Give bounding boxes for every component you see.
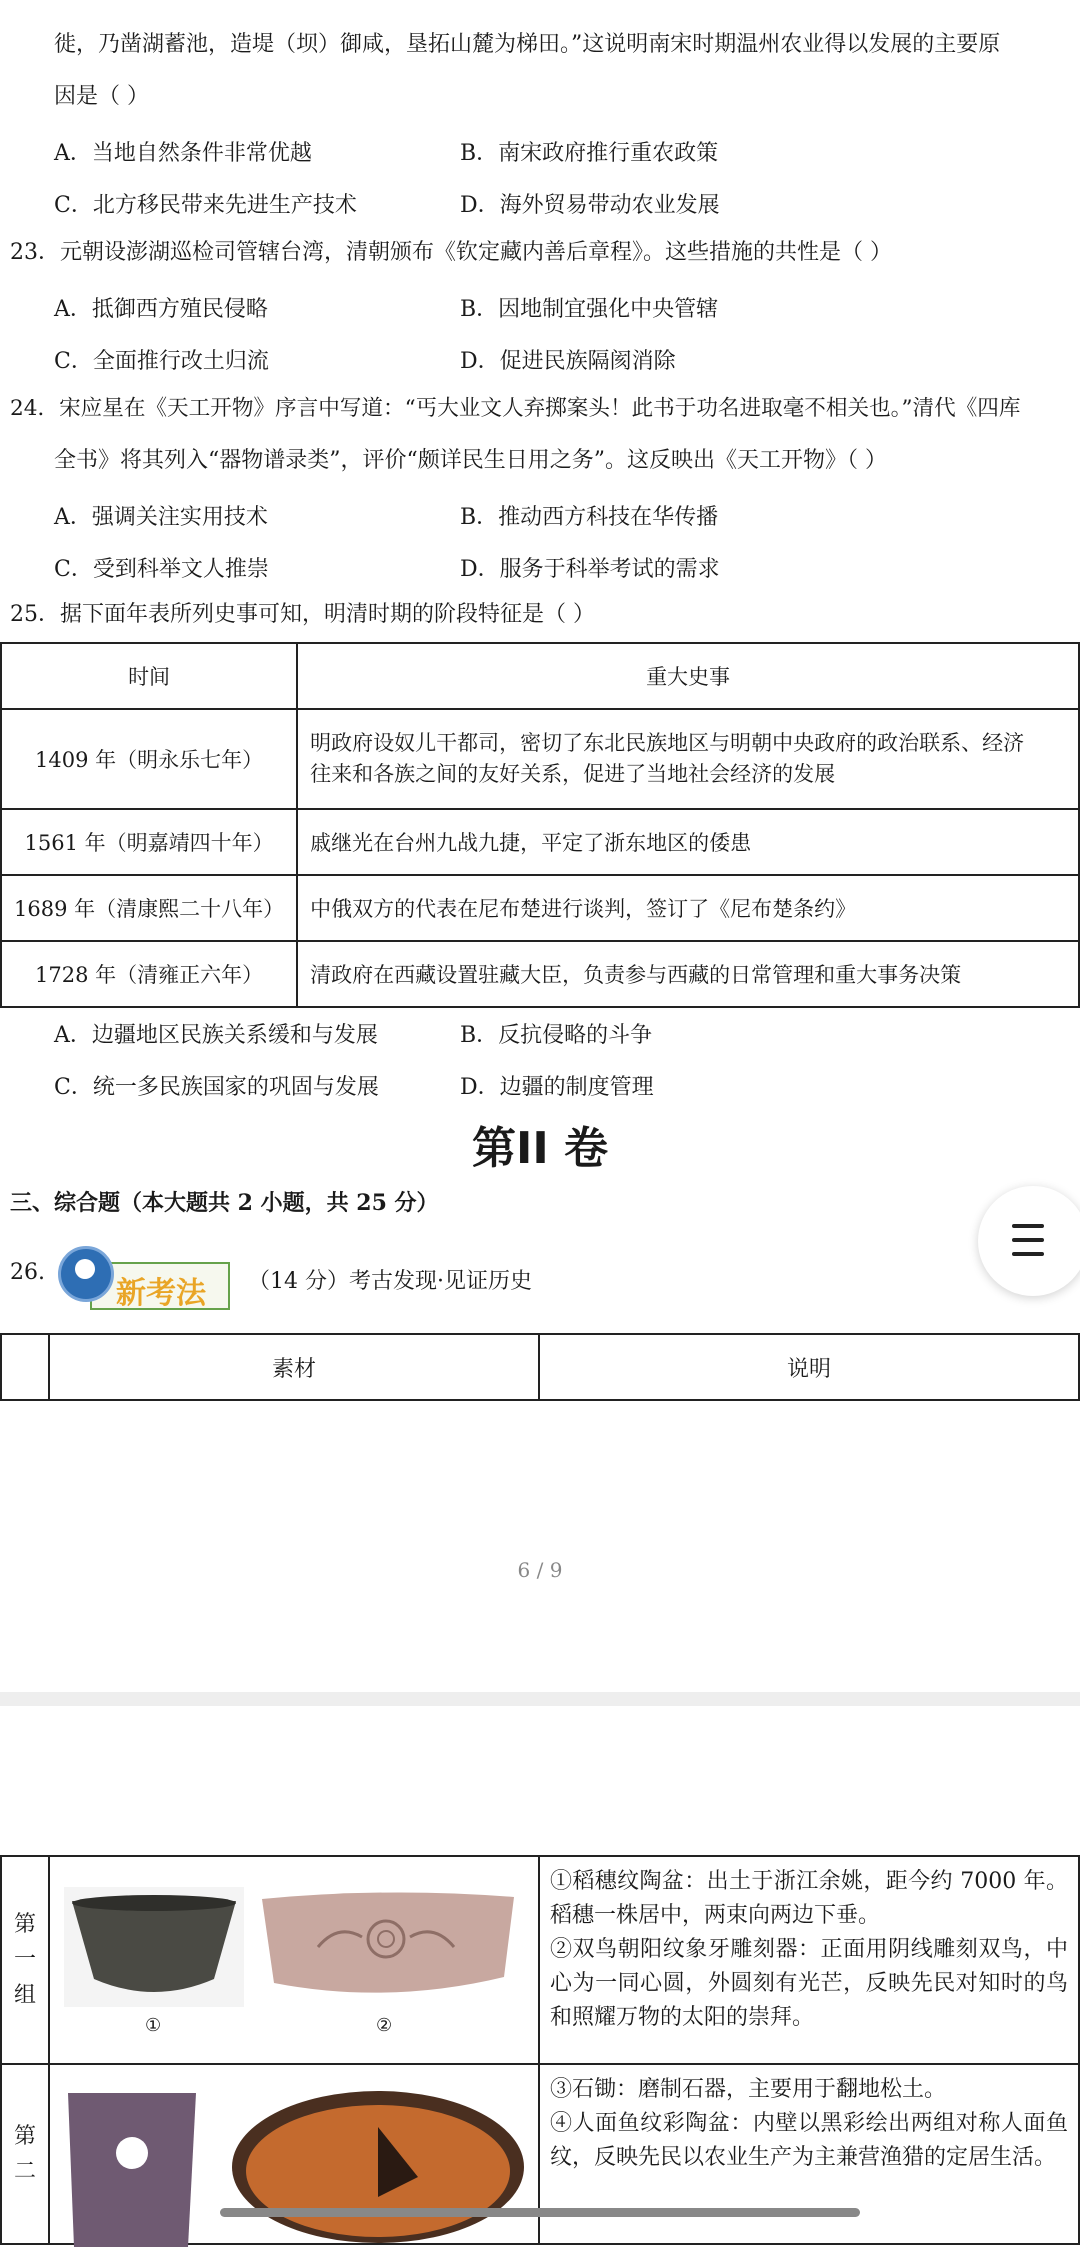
description-item: ④人面鱼纹彩陶盆：内壁以黑彩绘出两组对称人面鱼纹，反映先民以农业生产为主兼营渔猎的定居生活。 xyxy=(550,2111,1068,2171)
group-images xyxy=(49,1856,539,2064)
row-time: 1409 年（明永乐七年） xyxy=(1,709,297,809)
q26-title: （14 分）考古发现·见证历史 xyxy=(248,1269,532,1294)
q24-option-d[interactable]: D．服务于科举考试的需求 xyxy=(460,557,720,582)
q22-line2: 因是（ ） xyxy=(54,84,149,109)
pottery-bowl-image xyxy=(64,1887,244,2007)
row-time: 1561 年（明嘉靖四十年） xyxy=(1,809,297,875)
group-label-char: 第 xyxy=(13,1912,36,1938)
q24-option-a[interactable]: A．强调关注实用技术 xyxy=(54,505,268,530)
table-row xyxy=(1,941,1079,1007)
table-row xyxy=(1,809,1079,875)
group-label-char: 二 xyxy=(13,2159,36,2184)
group-row xyxy=(1,1856,1079,2064)
group-label xyxy=(1,1856,49,2064)
q23-option-d[interactable]: D．促进民族隔阂消除 xyxy=(460,349,676,374)
header-material: 素材 xyxy=(49,1334,539,1400)
new-exam-logo xyxy=(58,1246,230,1312)
q26-number: 26. xyxy=(10,1260,45,1285)
q22-option-b[interactable]: B．南宋政府推行重农政策 xyxy=(460,141,719,166)
group-images xyxy=(49,2064,539,2244)
table-row xyxy=(1,709,1079,809)
ivory-carving-image xyxy=(258,1887,520,2002)
logo-text: 新考法 xyxy=(116,1276,206,1311)
row-event: 中俄双方的代表在尼布楚进行谈判，签订了《尼布楚条约》 xyxy=(297,875,1079,941)
q25-option-c[interactable]: C．统一多民族国家的巩固与发展 xyxy=(54,1075,379,1100)
section-heading: 三、综合题（本大题共 2 小题，共 25 分） xyxy=(10,1190,439,1216)
group-description xyxy=(539,1856,1079,2064)
stone-hoe-image xyxy=(62,2087,202,2247)
chronology-table xyxy=(0,642,1080,1008)
artifact-groups-table xyxy=(0,1855,1080,2245)
q23-stem: 23．元朝设澎湖巡检司管辖台湾，清朝颁布《钦定藏内善后章程》。这些措施的共性是（ ） xyxy=(10,240,892,265)
logo-badge-icon xyxy=(58,1246,114,1302)
page-separator xyxy=(0,1692,1080,1706)
group-row xyxy=(1,2064,1079,2244)
q22-option-a[interactable]: A．当地自然条件非常优越 xyxy=(54,141,312,166)
row-event: 清政府在西藏设置驻藏大臣，负责参与西藏的日常管理和重大事务决策 xyxy=(297,941,1079,1007)
header-explanation: 说明 xyxy=(539,1334,1079,1400)
page-indicator: 6 / 9 xyxy=(517,1558,563,1582)
row-event xyxy=(297,709,1079,809)
caption-2: ② xyxy=(376,2015,393,2036)
q25-option-d[interactable]: D．边疆的制度管理 xyxy=(460,1075,654,1100)
description-item: ③石锄：磨制石器，主要用于翻地松土。 xyxy=(550,2077,947,2102)
row-event: 戚继光在台州九战九捷，平定了浙东地区的倭患 xyxy=(297,809,1079,875)
q22-option-d[interactable]: D．海外贸易带动农业发展 xyxy=(460,193,720,218)
q25-stem: 25．据下面年表所列史事可知，明清时期的阶段特征是（ ） xyxy=(10,602,595,627)
table-row xyxy=(1,875,1079,941)
q25-option-b[interactable]: B．反抗侵略的斗争 xyxy=(460,1023,653,1048)
q24-option-c[interactable]: C．受到科举文人推崇 xyxy=(54,557,269,582)
q22-option-c[interactable]: C．北方移民带来先进生产技术 xyxy=(54,193,357,218)
q24-stem-line1: 24．宋应星在《天工开物》序言中写道：“丐大业文人弃掷案头！此书于功名进取毫不相关也。”清代《四库 xyxy=(10,396,1021,421)
caption-1: ① xyxy=(145,2015,162,2036)
group-description xyxy=(539,2064,1079,2244)
description-item: ①稻穗纹陶盆：出土于浙江余姚，距今约 7000 年。稻穗一株居中，两束向两边下垂。 xyxy=(550,1869,1068,1929)
row-time: 1728 年（清雍正六年） xyxy=(1,941,297,1007)
table-header-time: 时间 xyxy=(1,643,297,709)
home-indicator[interactable] xyxy=(220,2208,860,2217)
floating-menu-button[interactable] xyxy=(978,1186,1080,1296)
q23-option-a[interactable]: A．抵御西方殖民侵略 xyxy=(54,297,268,322)
q23-option-c[interactable]: C．全面推行改土归流 xyxy=(54,349,269,374)
description-item: ②双鸟朝阳纹象牙雕刻器：正面用阴线雕刻双鸟，中心为一同心圆，外圆刻有光芒，反映先民对知时的鸟和照耀万物的太阳的崇拜。 xyxy=(550,1937,1068,2031)
material-header-table xyxy=(0,1333,1080,1401)
part-title: 第II 卷 xyxy=(471,1123,609,1174)
group-label xyxy=(1,2064,49,2244)
group-label-char: 第 xyxy=(13,2123,36,2149)
q24-stem-line2: 全书》将其列入“器物谱录类”，评价“颇详民生日用之务”。这反映出《天工开物》（ ） xyxy=(54,448,887,473)
table-header-events: 重大史事 xyxy=(297,643,1079,709)
row-event-line: 明政府设奴儿干都司，密切了东北民族地区与明朝中央政府的政治联系、经济 xyxy=(310,730,1025,755)
painted-pottery-basin-image xyxy=(228,2087,528,2247)
q25-option-a[interactable]: A．边疆地区民族关系缓和与发展 xyxy=(54,1023,378,1048)
group-label-char: 一 xyxy=(13,1947,36,1973)
q22-line1: 徙，乃凿湖蓄池，造堤（坝）御咸，垦拓山麓为梯田。”这说明南宋时期温州农业得以发展的主要原 xyxy=(54,32,1001,57)
q23-option-b[interactable]: B．因地制宜强化中央管辖 xyxy=(460,297,719,322)
q24-option-b[interactable]: B．推动西方科技在华传播 xyxy=(460,505,719,530)
group-label-char: 组 xyxy=(13,1982,36,2008)
row-event-line: 往来和各族之间的友好关系，促进了当地社会经济的发展 xyxy=(310,762,836,786)
row-time: 1689 年（清康熙二十八年） xyxy=(1,875,297,941)
empty-cell xyxy=(1,1334,49,1400)
